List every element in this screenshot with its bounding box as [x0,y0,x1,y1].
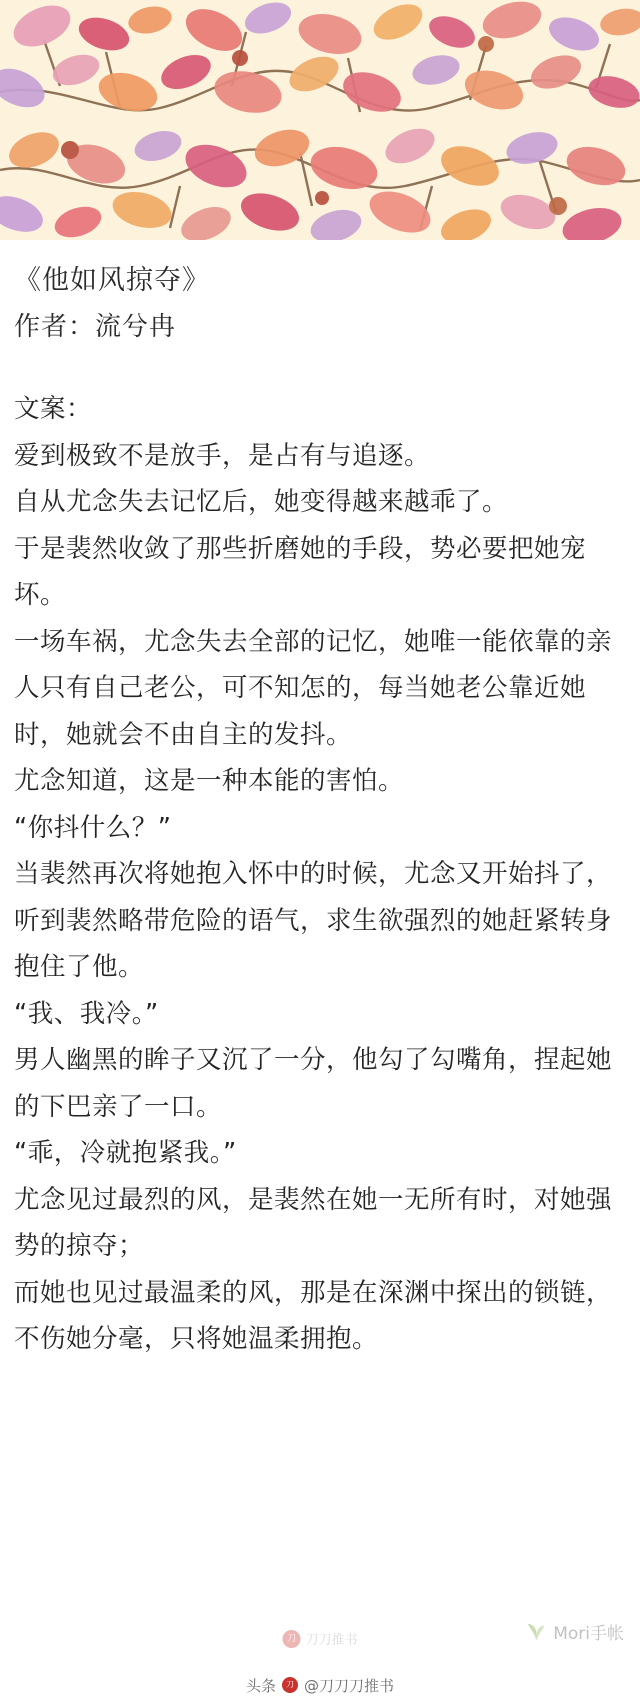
paragraph: “乖，冷就抱紧我。” [14,1138,237,1168]
paragraph: 男人幽黑的眸子又沉了一分，他勾了勾嘴角，捏起她的下巴亲了一口。 [14,1045,613,1122]
author-line: 作者：流兮冉 [14,312,177,342]
leaf-icon [525,1621,547,1643]
paragraph: 尤念见过最烈的风，是裴然在她一无所有时，对她强势的掠夺； [14,1184,613,1261]
synopsis-label: 文案： [14,394,93,424]
synopsis-block [14,386,626,1363]
paragraph: “我、我冷。” [14,998,159,1029]
header-illustration [0,0,640,240]
mori-watermark-label: Mori手帐 [553,1624,624,1644]
source-label: 头条 [245,1676,276,1695]
paragraph: 自从尤念失去记忆后，她变得越来越乖了。 [14,487,509,517]
center-watermark [282,1629,357,1648]
paragraph: 而她也见过最温柔的风，那是在深渊中探出的锁链，不伤她分毫，只将她温柔拥抱。 [14,1277,613,1354]
paragraph: “你抖什么？” [14,812,172,843]
paragraph: 尤念知道，这是一种本能的害怕。 [14,766,405,796]
account-handle: @刀刀刀推书 [304,1676,395,1695]
account-badge-icon: 刀 [282,1630,300,1648]
mori-watermark [525,1619,624,1644]
paragraph: 一场车祸，尤念失去全部的记忆，她唯一能依靠的亲人只有自己老公，可不知怎的，每当她老公靠近她时，她就会不由自主的发抖。 [14,626,613,750]
autumn-leaves-icon [0,0,640,240]
paragraph: 于是裴然收敛了那些折磨她的手段，势必要把她宠坏。 [14,533,587,610]
paragraph: 爱到极致不是放手，是占有与追逐。 [14,440,431,471]
paragraph: 当裴然再次将她抱入怀中的时候，尤念又开始抖了，听到裴然略带危险的语气，求生欲强烈的她赶紧转身抱住了他。 [14,859,613,982]
footer-attribution [0,1664,640,1706]
center-watermark-label: 刀刀推书 [305,1633,358,1648]
account-badge-icon: 刀 [282,1677,298,1693]
page-title: 《他如风掠夺》 [14,265,210,296]
document-body [0,240,640,1363]
spacer [14,350,626,386]
